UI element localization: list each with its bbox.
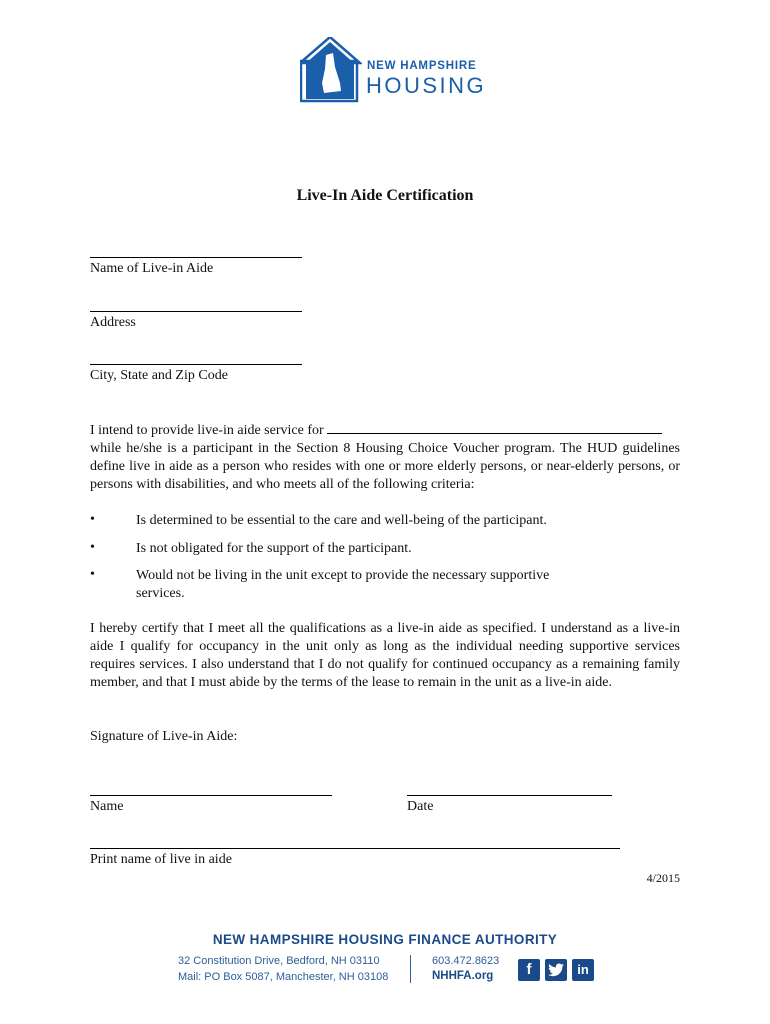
signature-date-label: Date xyxy=(407,799,434,814)
logo-line1: NEW HAMPSHIRE xyxy=(367,60,477,72)
signature-heading: Signature of Live-in Aide: xyxy=(90,729,238,744)
certification-paragraph: I hereby certify that I meet all the qualifications as a live-in aide as specified. I understand as a live-in aide I qualify for occupancy in the unit only as long as the individual needing supportive services requires services. I also understand that I do not qualify for continued occupancy as a remaining family member, and that I must abide by the terms of the lease to remain in the unit as a live-in aide. xyxy=(90,621,680,690)
criteria-item-1: Is determined to be essential to the care and well-being of the participant. xyxy=(136,513,547,528)
intro-line1 xyxy=(90,421,662,439)
print-name-line[interactable] xyxy=(90,848,620,849)
address-field-line[interactable] xyxy=(90,311,302,312)
city-field-line[interactable] xyxy=(90,364,302,365)
footer-website[interactable]: NHHFA.org xyxy=(432,970,494,982)
logo-line2: HOUSING xyxy=(366,73,487,98)
facebook-icon[interactable]: f xyxy=(518,959,540,981)
signature-name-line[interactable] xyxy=(90,795,332,796)
intro-lead-text: I intend to provide live-in aide service for xyxy=(90,423,328,438)
name-field-line[interactable] xyxy=(90,257,302,258)
bullet-icon: • xyxy=(90,512,95,527)
criteria-item-3: Would not be living in the unit except to provide the necessary supportive services. xyxy=(136,568,550,601)
address-field-label: Address xyxy=(90,315,136,330)
name-field-label: Name of Live-in Aide xyxy=(90,261,214,276)
footer-title: NEW HAMPSHIRE HOUSING FINANCE AUTHORITY xyxy=(212,932,558,947)
form-date: 4/2015 xyxy=(646,871,680,885)
print-name-label: Print name of live in aide xyxy=(90,852,232,867)
participant-name-blank[interactable] xyxy=(327,421,662,434)
footer-address-line2: Mail: PO Box 5087, Manchester, NH 03108 xyxy=(178,971,389,983)
footer-address-line1: 32 Constitution Drive, Bedford, NH 03110 xyxy=(178,955,380,967)
footer-divider xyxy=(410,955,411,983)
page-title: Live-In Aide Certification xyxy=(296,187,474,204)
twitter-icon[interactable] xyxy=(545,959,567,981)
bullet-icon: • xyxy=(90,567,95,582)
house-state-icon xyxy=(300,37,362,103)
criteria-item-2: Is not obligated for the support of the participant. xyxy=(136,541,412,556)
city-field-label: City, State and Zip Code xyxy=(90,368,228,383)
linkedin-icon[interactable]: in xyxy=(572,959,594,981)
footer-phone: 603.472.8623 xyxy=(432,955,500,967)
bullet-icon: • xyxy=(90,540,95,555)
nh-housing-logo xyxy=(300,37,487,103)
signature-date-line[interactable] xyxy=(407,795,612,796)
signature-name-label: Name xyxy=(90,799,124,814)
intro-paragraph: while he/she is a participant in the Section 8 Housing Choice Voucher program. The HUD guidelines define live in aide as a person who resides with one or more elderly persons, or near-elderly persons, or persons with disabilities, and who meets all of the following criteria: xyxy=(90,441,680,492)
